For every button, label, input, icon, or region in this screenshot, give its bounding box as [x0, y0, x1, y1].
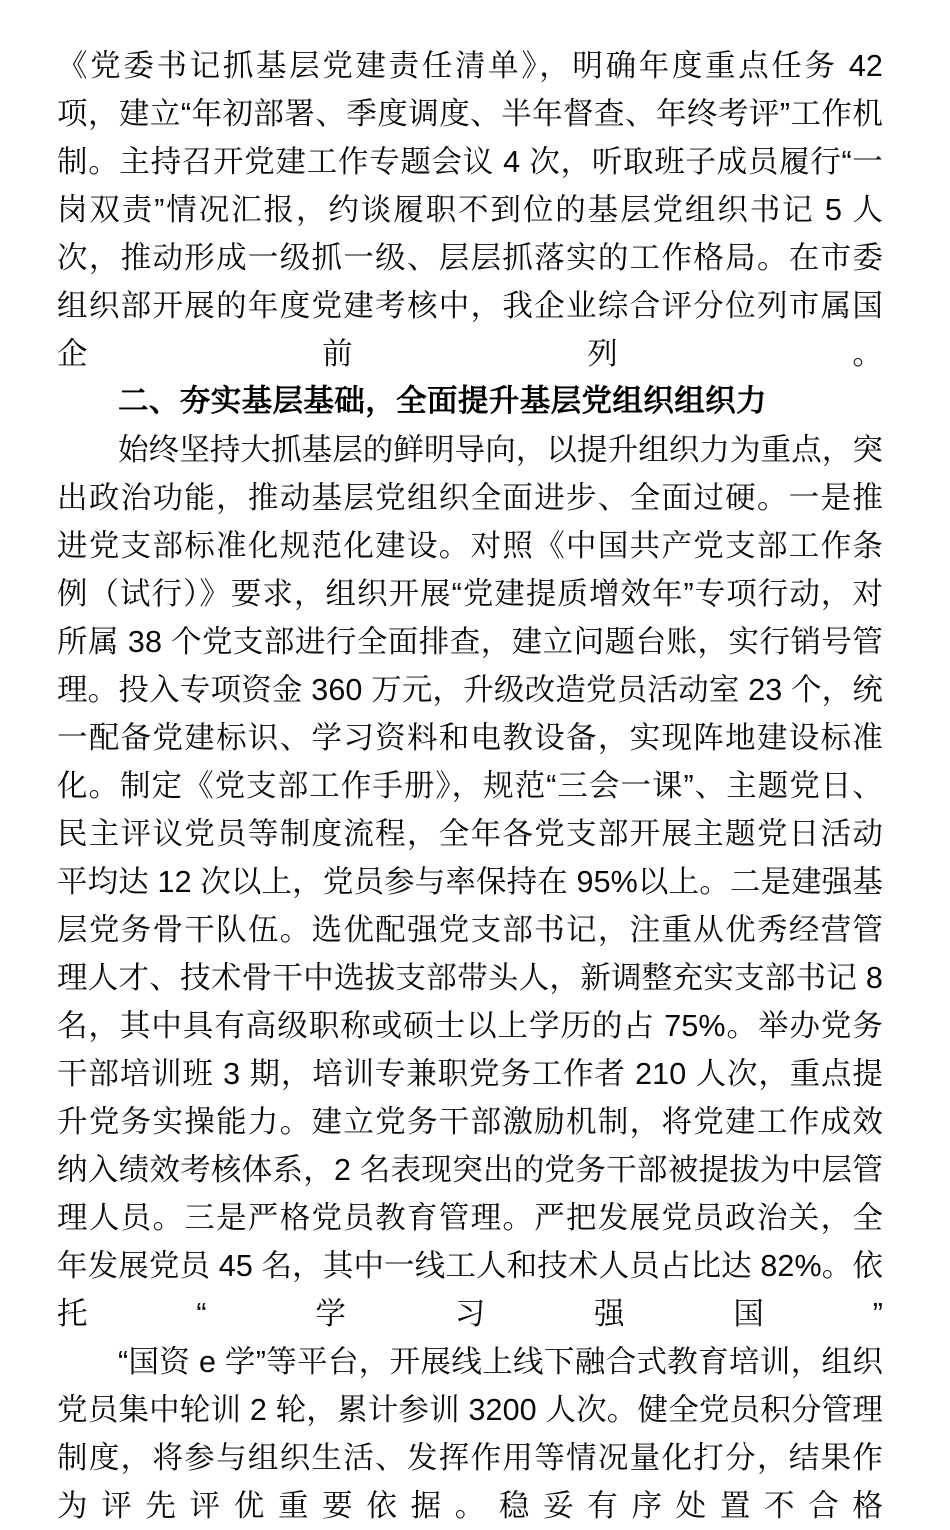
paragraph-continued-top: 《党委书记抓基层党建责任清单》，明确年度重点任务 42 项，建立“年初部署、季度调度、半年督查、年终考评”工作机制。主持召开党建工作专题会议 4 次，听取班子成员履行“一岗双责”情况汇报，约谈履职不到位的基层党组织书记 5 人次，推动形成一级抓一级、层层抓落实的工作格局。在市委组织部开展的年度党建考核中，我企业综合评分位列市属国企前列。: [57, 49, 883, 371]
section-heading-two: 二、夯实基层基础，全面提升基层党组织组织力: [118, 384, 767, 419]
page-text-column: [57, 42, 883, 1530]
paragraph-section-two-body-continued: “国资 e 学”等平台，开展线上线下融合式教育培训，组织党员集中轮训 2 轮，累计参训 3200 人次。健全党员积分管理制度，将参与组织生活、发挥作用等情况量化打分，结果作为评先评优重要依据。稳妥有序处置不合格: [57, 1345, 883, 1523]
paragraph-section-two-body: 始终坚持大抓基层的鲜明导向，以提升组织力为重点，突出政治功能，推动基层党组织全面进步、全面过硬。一是推进党支部标准化规范化建设。对照《中国共产党支部工作条例（试行）》要求，组织开展“党建提质增效年”专项行动，对所属 38 个党支部进行全面排查，建立问题台账，实行销号管理。投入专项资金 360 万元，升级改造党员活动室 23 个，统一配备党建标识、学习资料和电教设备，实现阵地建设标准化。制定《党支部工作手册》，规范“三会一课”、主题党日、民主评议党员等制度流程，全年各党支部开展主题党日活动平均达 12 次以上，党员参与率保持在 95%以上。二是建强基层党务骨干队伍。选优配强党支部书记，注重从优秀经营管理人才、技术骨干中选拔支部带头人，新调整充实支部书记 8 名，其中具有高级职称或硕士以上学历的占 75%。举办党务干部培训班 3 期，培训专兼职党务工作者 210 人次，重点提升党务实操能力。建立党务干部激励机制，将党建工作成效纳入绩效考核体系，2 名表现突出的党务干部被提拔为中层管理人员。三是严格党员教育管理。严把发展党员政治关，全年发展党员 45 名，其中一线工人和技术人员占比达 82%。依托“学习强国”: [57, 433, 883, 1331]
